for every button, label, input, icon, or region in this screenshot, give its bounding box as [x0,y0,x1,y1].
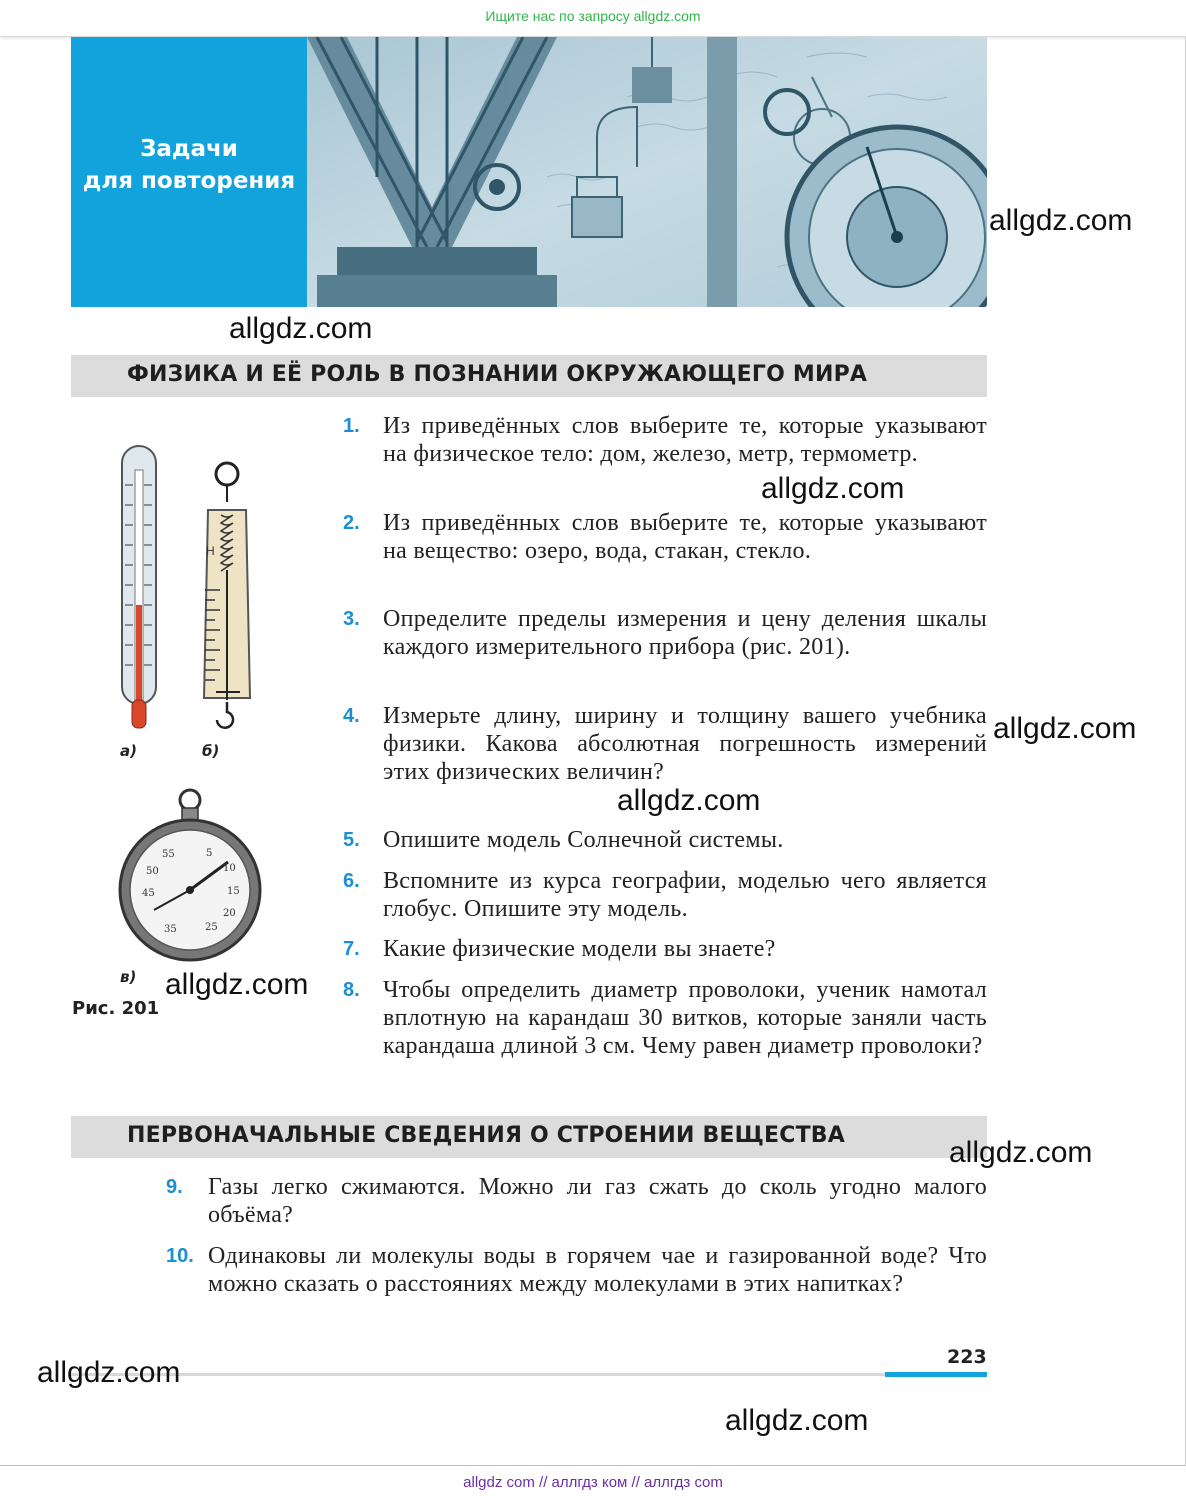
figure-caption: Рис. 201 [72,998,160,1019]
task-number: 5. [343,829,360,851]
banner-title-line1: Задачи [140,136,238,162]
dynamometer-unit: Н [206,544,215,558]
figure-label-b: б) [202,742,220,760]
page-bottom-accent [885,1372,987,1377]
section-header-physics [71,355,987,397]
section-header-matter [71,1116,987,1158]
figure-label-c: в) [120,968,137,986]
task-number: 4. [343,705,360,727]
task-text: Газы легко сжимаются. Можно ли газ сжать до сколь угодно малого объёма? [208,1174,987,1228]
watermark: allgdz.com [229,312,373,345]
stopwatch-45: 45 [142,888,155,899]
watermark: allgdz.com [37,1356,181,1389]
watermark: allgdz.com [993,712,1137,745]
task-text: Определите пределы измерения и цену деления шкалы каждого измерительного прибора (рис. 201). [383,606,987,660]
search-hint[interactable]: Ищите нас по запросу allgdz.com [485,8,701,24]
figure-201 [80,430,280,970]
banner [71,37,987,307]
watermark: allgdz.com [949,1136,1093,1169]
banner-illustration [307,37,987,307]
watermark: allgdz.com [165,968,309,1001]
page-number: 223 [947,1346,987,1368]
task-text: Опишите модель Солнечной системы. [383,827,784,853]
task-number: 9. [166,1176,183,1198]
banner-title-line2: для повторения [82,168,296,194]
figure-label-a: а) [120,742,137,760]
task-text: Из приведённых слов выберите те, которые указывают на вещество: озеро, вода, стакан, стекло. [383,510,987,564]
task-number: 6. [343,870,360,892]
stopwatch-35: 35 [164,924,177,935]
banner-title [71,133,307,197]
stopwatch-10: 10 [223,863,236,874]
stopwatch-15: 15 [227,886,240,897]
dynamometer-icon [204,463,250,728]
task-text: Измерьте длину, ширину и толщину вашего учебника физики. Какова абсолютная погрешность измерений этих физических величин? [383,703,987,785]
watermark: allgdz.com [617,784,761,817]
task-number: 1. [343,415,360,437]
task-text: Вспомните из курса географии, моделью чего является глобус. Опишите эту модель. [383,868,987,922]
stopwatch-55: 55 [162,849,175,860]
footer-links[interactable]: allgdz com // аллгдз ком // аллгдз com [463,1474,723,1491]
task-number: 3. [343,608,360,630]
top-search-bar [0,0,1186,37]
stopwatch-icon [120,790,260,960]
task-number: 8. [343,979,360,1001]
stopwatch-20: 20 [223,908,236,919]
section-title: ПЕРВОНАЧАЛЬНЫЕ СВЕДЕНИЯ О СТРОЕНИИ ВЕЩЕСТВА [127,1123,846,1148]
task-text: Чтобы определить диаметр проволоки, ученик намотал вплотную на карандаш 30 витков, которые заняли часть карандаша длиной 3 см. Чему равен диаметр проволоки? [383,977,987,1059]
task-text: Какие физические модели вы знаете? [383,936,776,962]
section-title: ФИЗИКА И ЕЁ РОЛЬ В ПОЗНАНИИ ОКРУЖАЮЩЕГО МИРА [127,362,868,387]
stopwatch-5: 5 [206,848,213,859]
stopwatch-25: 25 [205,922,218,933]
task-text: Из приведённых слов выберите те, которые указывают на физическое тело: дом, железо, метр, термометр. [383,413,987,467]
watermark: allgdz.com [989,204,1133,237]
watermark: allgdz.com [761,472,905,505]
task-text: Одинаковы ли молекулы воды в горячем чае и газированной воде? Что можно сказать о расстояниях между молекулами в этих напитках? [208,1243,987,1297]
task-number: 10. [166,1245,194,1267]
task-number: 2. [343,512,360,534]
stopwatch-50: 50 [146,866,159,877]
watermark: allgdz.com [725,1404,869,1437]
page-bottom-rule [71,1373,885,1376]
banner-title-block [71,37,307,307]
task-number: 7. [343,938,360,960]
thermometer-icon [122,446,156,728]
